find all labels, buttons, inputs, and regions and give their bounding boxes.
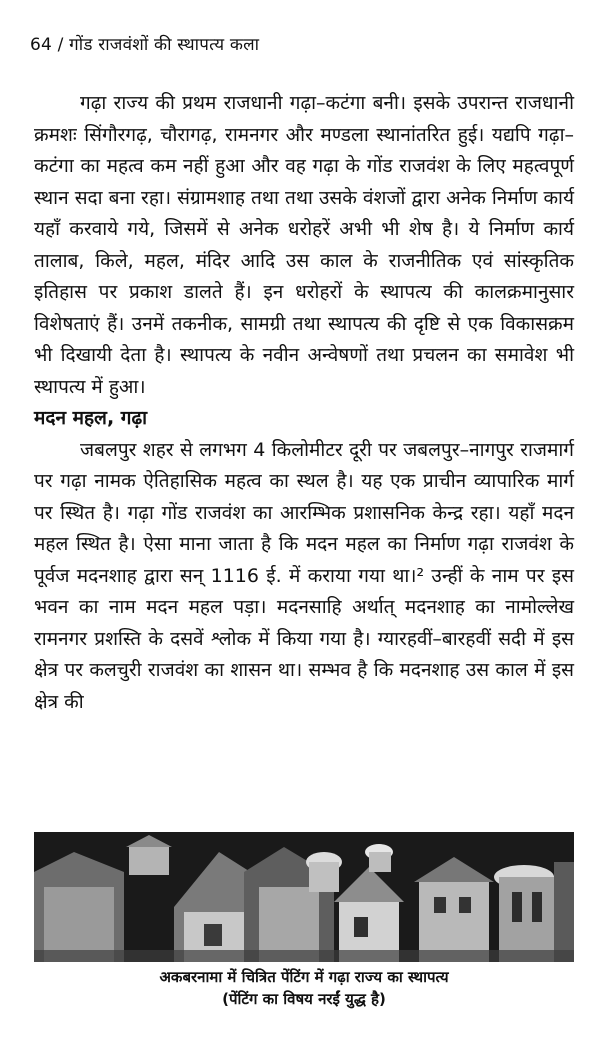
akbarnama-painting — [34, 832, 574, 962]
paragraph-capitals: गढ़ा राज्य की प्रथम राजधानी गढ़ा–कटंगा बनी। इसके उपरान्त राजधानी क्रमशः सिंगौरगढ़, चौरागढ़, रामनगर और मण्डला स्थानांतरित हुई। यद्यपि गढ़ा–कटंगा का महत्व कम नहीं हुआ और वह गढ़ा के गोंड राजवंश के लिए महत्वपूर्ण स्थान सदा बना रहा। संग्रामशाह तथा तथा उसके वंशजों द्वारा अनेक निर्माण कार्य यहाँ करवाये गये, जिसमें से अनेक धरोहरें अभी भी शेष है। ये निर्माण कार्य तालाब, किले, महल, मंदिर आदि उस काल के राजनीतिक एवं सांस्कृतिक इतिहास पर प्रकाश डालते हैं। इन धरोहरों के स्थापत्य की कालक्रमानुसार विशेषताएं हैं। उनमें तकनीक, सामग्री तथा स्थापत्य की दृष्टि से एक विकासक्रम भी दिखायी देता है। स्थापत्य के नवीन अन्वेषणों तथा प्रचलन का समावेश भी स्थापत्य में हुआ। — [34, 92, 574, 398]
main-text — [34, 88, 574, 718]
figure-caption — [34, 966, 574, 1010]
page-header: 64 / गोंड राजवंशों की स्थापत्य कला — [30, 35, 260, 55]
section-heading: मदन महल, गढ़ा — [34, 407, 148, 429]
paragraph-madan-mahal: जबलपुर शहर से लगभग 4 किलोमीटर दूरी पर जबलपुर–नागपुर राजमार्ग पर गढ़ा नामक ऐतिहासिक महत्व का स्थल है। यह एक प्राचीन व्यापारिक मार्ग पर स्थित है। गढ़ा गोंड राजवंश का आरम्भिक प्रशासनिक केन्द्र रहा। यहाँ मदन महल स्थित है। ऐसा माना जाता है कि मदन महल का निर्माण गढ़ा राजवंश के पूर्वज मदनशाह द्वारा सन् 1116 ई. में कराया गया था।² उन्हीं के नाम पर इस भवन का नाम मदन महल पड़ा। मदनसाहि अर्थात् मदनशाह का नामोल्लेख रामनगर प्रशस्ति के दसवें श्लोक में किया गया है। ग्यारहवीं–बारहवीं सदी में इस क्षेत्र पर कलचुरी राजवंश का शासन था। सम्भव है कि मदनशाह उस काल में इस क्षेत्र की — [34, 438, 574, 713]
caption-line-1: अकबरनामा में चित्रित पेंटिंग में गढ़ा राज्य का स्थापत्य — [159, 968, 449, 986]
caption-line-2: (पेंटिंग का विषय नरईं युद्ध है) — [222, 990, 386, 1008]
painting-illustration — [34, 832, 574, 962]
